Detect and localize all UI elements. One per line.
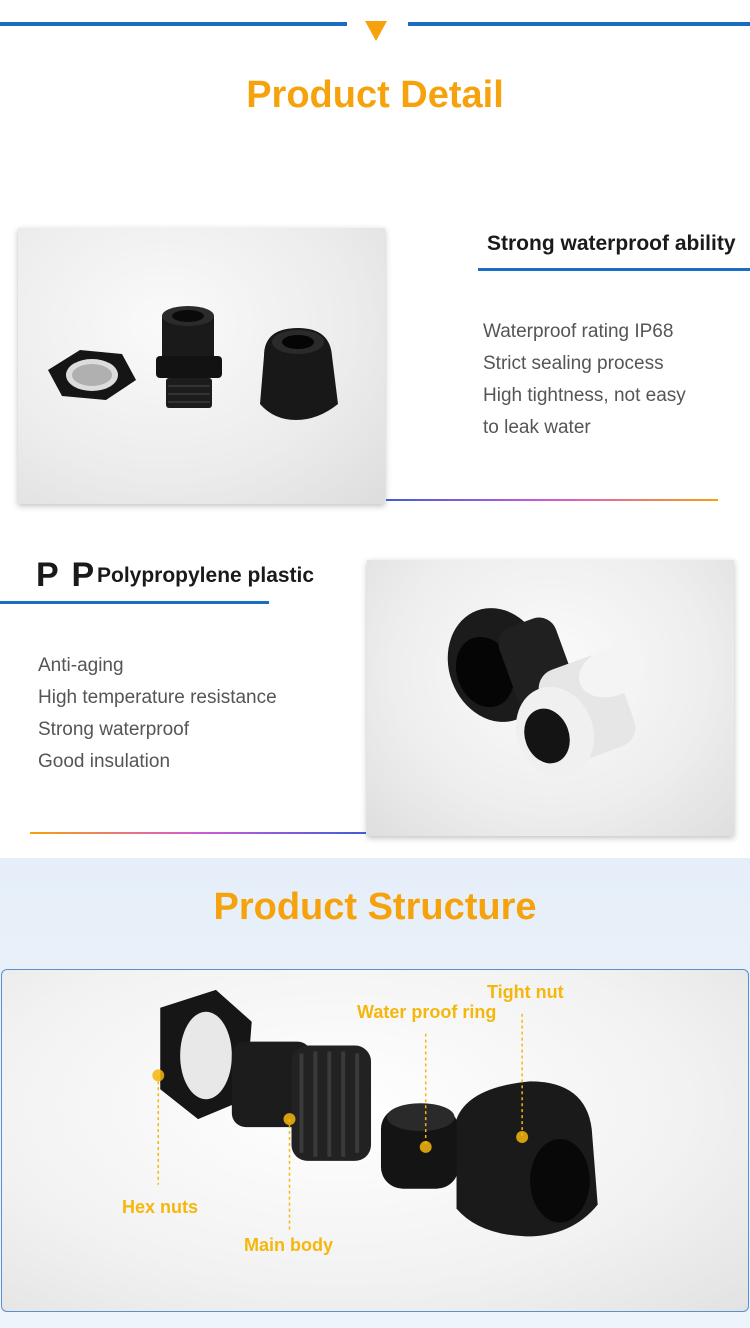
list-item: Waterproof rating IP68 xyxy=(483,321,674,342)
feature-material-list xyxy=(38,650,277,778)
label-main-body: Main body xyxy=(244,1235,333,1255)
list-item: to leak water xyxy=(483,417,591,438)
product-photo-disassembled xyxy=(18,228,385,504)
feature-material-underline xyxy=(0,601,269,604)
feature-waterproof-underline xyxy=(478,268,750,271)
list-item: Good insulation xyxy=(38,751,171,772)
feature-material-heading: Polypropylene plastic xyxy=(97,564,315,587)
feature-waterproof-list xyxy=(483,316,686,444)
label-tight-nut: Tight nut xyxy=(487,982,564,1002)
page-title: Product Detail xyxy=(246,74,504,116)
header-divider-left xyxy=(0,22,347,26)
list-item: High tightness, not easy xyxy=(483,385,686,406)
structure-title: Product Structure xyxy=(213,886,537,928)
material-prefix: P P xyxy=(36,556,97,594)
list-item: Anti-aging xyxy=(38,655,124,676)
product-photo-black-white xyxy=(367,560,734,836)
list-item: Strict sealing process xyxy=(483,353,664,374)
gradient-divider xyxy=(30,832,366,834)
list-item: High temperature resistance xyxy=(38,687,277,708)
chevron-down-icon xyxy=(364,19,388,43)
gradient-divider xyxy=(386,499,718,501)
feature-waterproof-heading: Strong waterproof ability xyxy=(487,232,736,255)
list-item: Strong waterproof xyxy=(38,719,190,740)
label-water-proof-ring: Water proof ring xyxy=(357,1002,497,1022)
header-divider-right xyxy=(408,22,750,26)
label-hex-nuts: Hex nuts xyxy=(122,1197,199,1217)
